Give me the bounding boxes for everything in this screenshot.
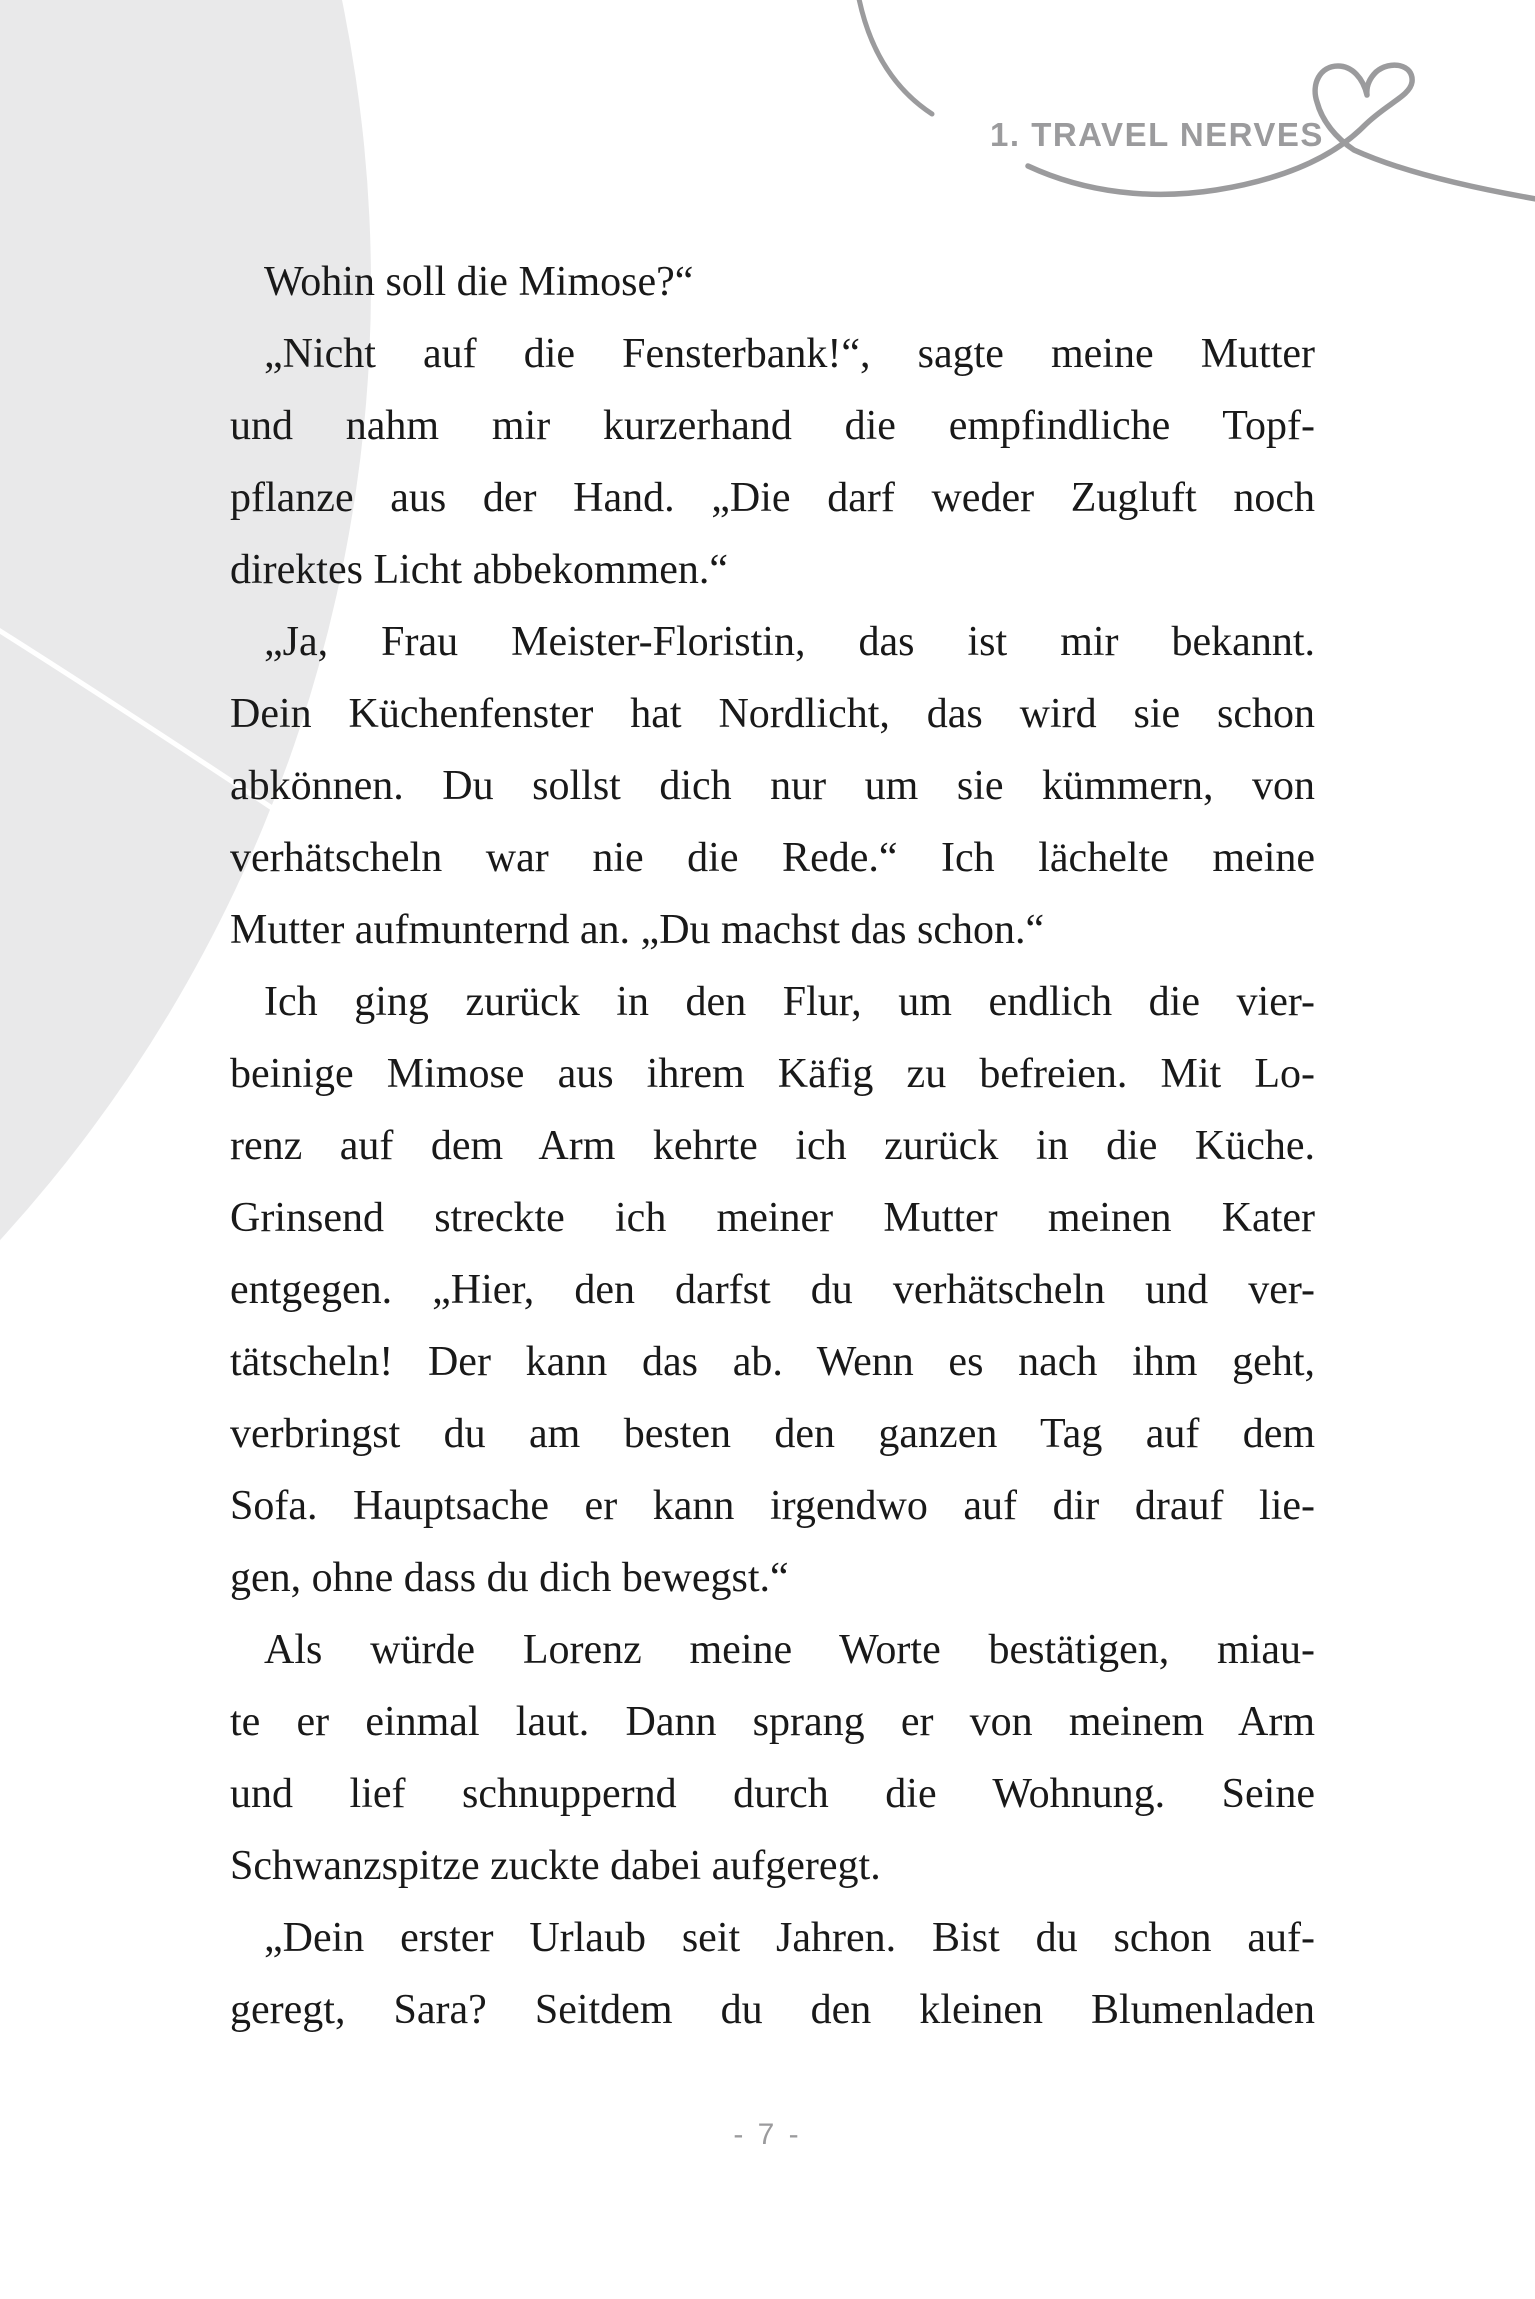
- text-line: Sofa. Hauptsache er kann irgendwo auf dir drauf lie-: [230, 1483, 1315, 1529]
- text-line: abkönnen. Du sollst dich nur um sie kümmern, von: [230, 763, 1315, 809]
- body-text: [230, 246, 1315, 2046]
- text-line: Dein Küchenfenster hat Nordlicht, das wird sie schon: [230, 691, 1315, 737]
- text-line: entgegen. „Hier, den darfst du verhätscheln und ver-: [230, 1267, 1315, 1313]
- text-line: „Nicht auf die Fensterbank!“, sagte meine Mutter: [264, 331, 1315, 377]
- corner-curve-line: [858, 0, 932, 114]
- text-line: Ich ging zurück in den Flur, um endlich die vier-: [264, 979, 1315, 1025]
- text-line: Wohin soll die Mimose?“: [264, 259, 694, 305]
- text-line: „Ja, Frau Meister-Floristin, das ist mir bekannt.: [264, 619, 1315, 665]
- text-line: und lief schnuppernd durch die Wohnung. Seine: [230, 1771, 1315, 1817]
- page-number: - 7 -: [733, 2118, 802, 2151]
- text-line: Grinsend streckte ich meiner Mutter meinen Kater: [230, 1195, 1315, 1241]
- text-line: pflanze aus der Hand. „Die darf weder Zugluft noch: [230, 475, 1315, 521]
- text-line: tätscheln! Der kann das ab. Wenn es nach ihm geht,: [230, 1339, 1315, 1385]
- text-line: Schwanzspitze zuckte dabei aufgeregt.: [230, 1843, 881, 1889]
- text-line: renz auf dem Arm kehrte ich zurück in die Küche.: [230, 1123, 1315, 1169]
- text-line: „Dein erster Urlaub seit Jahren. Bist du schon auf-: [264, 1915, 1315, 1961]
- text-line: beinige Mimose aus ihrem Käfig zu befreien. Mit Lo-: [230, 1051, 1315, 1097]
- text-line: te er einmal laut. Dann sprang er von meinem Arm: [230, 1699, 1315, 1745]
- text-line: und nahm mir kurzerhand die empfindliche Topf-: [230, 403, 1315, 449]
- text-line: Mutter aufmunternd an. „Du machst das schon.“: [230, 907, 1045, 953]
- text-line: Als würde Lorenz meine Worte bestätigen, miau-: [264, 1627, 1315, 1673]
- text-line: verbringst du am besten den ganzen Tag auf dem: [230, 1411, 1315, 1457]
- chapter-header: 1. TRAVEL NERVES: [990, 116, 1324, 153]
- text-line: verhätscheln war nie die Rede.“ Ich lächelte meine: [230, 835, 1315, 881]
- text-line: gen, ohne dass du dich bewegst.“: [230, 1555, 789, 1601]
- text-line: geregt, Sara? Seitdem du den kleinen Blumenladen: [230, 1987, 1315, 2033]
- text-line: direktes Licht abbekommen.“: [230, 547, 728, 593]
